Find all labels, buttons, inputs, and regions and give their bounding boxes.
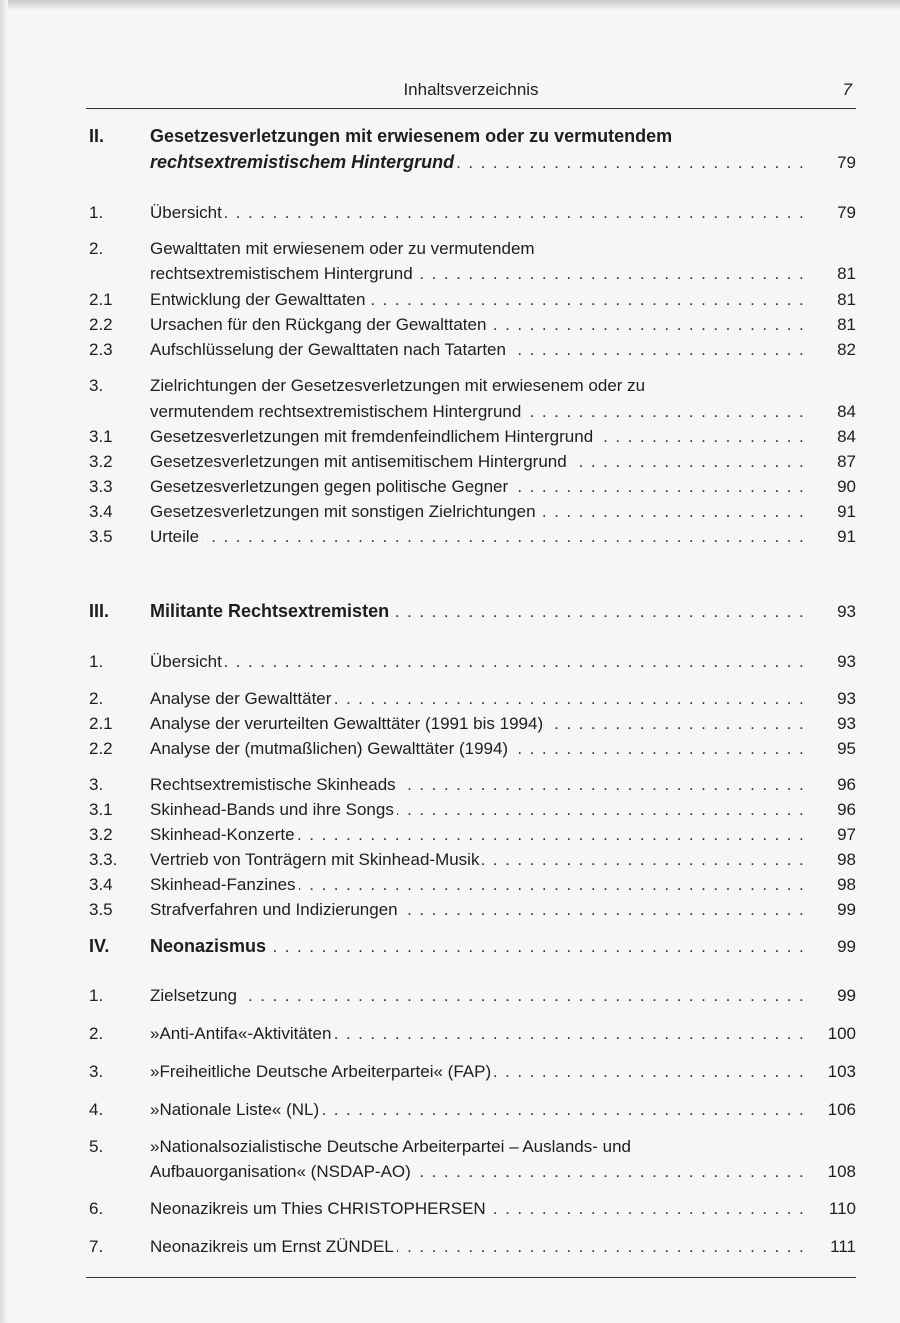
toc-page: 106 (827, 1100, 856, 1119)
toc-title-leader (150, 847, 806, 872)
toc-number: 1. (89, 203, 104, 222)
toc-page: 96 (837, 775, 856, 794)
toc-number: 3.5 (89, 900, 113, 919)
toc-number: 3. (89, 775, 104, 794)
toc-number: 7. (89, 1237, 104, 1256)
toc-number: 3.2 (89, 452, 113, 471)
toc-page: 97 (837, 825, 856, 844)
toc-number: 4. (89, 1100, 104, 1119)
toc-page: 91 (837, 502, 856, 521)
toc-title-leader (150, 1196, 806, 1221)
toc-title-leader (150, 312, 806, 337)
toc-page: 99 (837, 900, 856, 919)
toc-number: 3.3 (89, 477, 113, 496)
footer-rule (86, 1277, 856, 1278)
toc-title-leader (150, 797, 806, 822)
toc-page: 79 (837, 203, 856, 222)
toc-number: 3.5 (89, 527, 113, 546)
toc-title: Urteile (150, 527, 202, 546)
toc-title: Skinhead-Fanzines (150, 875, 299, 894)
toc-title: vermutendem rechtsextremistischem Hintergrund (150, 402, 524, 421)
toc-title: Rechtsextremistische Skinheads (150, 775, 399, 794)
toc-page: 95 (837, 739, 856, 758)
toc-title-leader (150, 1097, 806, 1122)
toc-title-leader (150, 736, 806, 761)
toc-title-leader (150, 983, 806, 1008)
toc-page: 81 (837, 290, 856, 309)
toc-title-leader (150, 1021, 806, 1046)
toc-title: rechtsextremistischem Hintergrund (150, 264, 416, 283)
toc-title: Vertrieb von Tonträgern mit Skinhead-Musik (150, 850, 482, 869)
toc-page: 81 (837, 264, 856, 283)
toc-title-leader (150, 337, 806, 362)
toc-number: 3. (89, 1062, 104, 1081)
toc-title-leader (150, 599, 806, 624)
toc-number: II. (89, 126, 105, 146)
toc-title: Ursachen für den Rückgang der Gewalttaten (150, 315, 489, 334)
toc-title-line: »Nationalsozialistische Deutsche Arbeiterpartei – Auslands- und (150, 1137, 631, 1156)
toc-title: Skinhead-Konzerte (150, 825, 298, 844)
toc-page: 81 (837, 315, 856, 334)
toc-page: 82 (837, 340, 856, 359)
toc-title-leader (150, 686, 806, 711)
toc-title: Gesetzesverletzungen gegen politische Gegner (150, 477, 511, 496)
toc-title-leader (150, 399, 806, 424)
toc-number: 2. (89, 689, 104, 708)
toc-number: III. (89, 601, 110, 621)
toc-title-leader (150, 1234, 806, 1259)
toc-number: 5. (89, 1137, 104, 1156)
toc-title: Neonazikreis um Ernst ZÜNDEL (150, 1237, 397, 1256)
running-header (86, 78, 856, 109)
toc-title-leader (150, 287, 806, 312)
toc-number: 2.3 (89, 340, 113, 359)
header-page-number: 7 (842, 80, 852, 99)
toc-title-leader (150, 424, 806, 449)
toc-number: 2.1 (89, 290, 113, 309)
toc-title-line: Zielrichtungen der Gesetzesverletzungen mit erwiesenem oder zu (150, 376, 646, 395)
toc-title: Gesetzesverletzungen mit fremdenfeindlichem Hintergrund (150, 427, 596, 446)
toc-page: 98 (837, 875, 856, 894)
toc-title: »Nationale Liste« (NL) (150, 1100, 322, 1119)
toc-title-leader (150, 1059, 806, 1084)
toc-number: 3.1 (89, 800, 113, 819)
toc-number: 1. (89, 652, 104, 671)
toc-page: 90 (837, 477, 856, 496)
toc-number: 2.2 (89, 315, 113, 334)
toc-title: Gesetzesverletzungen mit sonstigen Zielrichtungen (150, 502, 539, 521)
toc-title-leader (150, 934, 806, 959)
toc-number: 3.2 (89, 825, 113, 844)
toc-title-leader (150, 711, 806, 736)
toc-number: 2. (89, 239, 104, 258)
toc-page: 111 (830, 1237, 856, 1256)
toc-title: Übersicht (150, 652, 225, 671)
toc-title: Militante Rechtsextremisten (150, 601, 392, 621)
toc-number: 2.2 (89, 739, 113, 758)
toc-title: Gesetzesverletzungen mit antisemitischem Hintergrund (150, 452, 570, 471)
toc-title-leader (150, 649, 806, 674)
toc-title-leader (150, 474, 806, 499)
toc-page: 93 (837, 689, 856, 708)
toc-page: 98 (837, 850, 856, 869)
toc-page: 93 (837, 602, 856, 621)
toc-title-leader (150, 499, 806, 524)
toc-title-leader (150, 261, 806, 286)
toc-page: 93 (837, 714, 856, 733)
toc-title: Entwicklung der Gewalttaten (150, 290, 368, 309)
toc-number: 2.1 (89, 714, 113, 733)
toc-number: 3.4 (89, 875, 113, 894)
toc-page: 84 (837, 427, 856, 446)
toc-title-leader (150, 200, 806, 225)
toc-number: 6. (89, 1199, 104, 1218)
toc-page: 79 (837, 153, 856, 172)
toc-title: Aufbauorganisation« (NSDAP-AO) (150, 1162, 414, 1181)
toc-title: Analyse der verurteilten Gewalttäter (1991 bis 1994) (150, 714, 546, 733)
toc-title-line: Gesetzesverletzungen mit erwiesenem oder zu vermutendem (150, 126, 673, 146)
toc-page: 108 (827, 1162, 856, 1181)
toc-number: IV. (89, 936, 110, 956)
toc-title: Analyse der Gewalttäter (150, 689, 334, 708)
toc-page: 99 (837, 937, 856, 956)
toc-title-leader (150, 872, 806, 897)
toc-title: rechtsextremistischem Hintergrund (150, 152, 457, 172)
toc-title: »Freiheitliche Deutsche Arbeiterpartei« (FAP) (150, 1062, 494, 1081)
toc-title-line: Gewalttaten mit erwiesenem oder zu vermutendem (150, 239, 535, 258)
header-title: Inhaltsverzeichnis (403, 80, 539, 99)
toc-title: Neonazismus (150, 936, 269, 956)
toc-title-leader (150, 1159, 806, 1184)
toc-page: 84 (837, 402, 856, 421)
toc-number: 2. (89, 1024, 104, 1043)
toc-page: 100 (827, 1024, 856, 1043)
toc-title-leader (150, 772, 806, 797)
toc-number: 1. (89, 986, 104, 1005)
toc-number: 3.1 (89, 427, 113, 446)
toc-title: Skinhead-Bands und ihre Songs (150, 800, 397, 819)
toc-page: 99 (837, 986, 856, 1005)
toc-title: Strafverfahren und Indizierungen (150, 900, 401, 919)
toc-title-leader (150, 897, 806, 922)
toc-title-leader (150, 822, 806, 847)
toc-title: Übersicht (150, 203, 225, 222)
toc-title-leader (150, 150, 806, 175)
toc-number: 3. (89, 376, 104, 395)
toc-title-leader (150, 449, 806, 474)
toc-title: Zielsetzung (150, 986, 240, 1005)
toc-title: Aufschlüsselung der Gewalttaten nach Tatarten (150, 340, 509, 359)
toc-title: Neonazikreis um Thies CHRISTOPHERSEN (150, 1199, 489, 1218)
toc-number: 3.4 (89, 502, 113, 521)
toc-number: 3.3. (89, 850, 118, 869)
toc-page: 91 (837, 527, 856, 546)
scan-shadow-left (0, 0, 8, 1323)
toc-title: »Anti-Antifa«-Aktivitäten (150, 1024, 334, 1043)
toc-page: 93 (837, 652, 856, 671)
document-page (86, 0, 856, 1323)
toc-page: 96 (837, 800, 856, 819)
toc-page: 103 (827, 1062, 856, 1081)
toc-page: 110 (828, 1199, 856, 1218)
toc-title-leader (150, 524, 806, 549)
toc-page: 87 (837, 452, 856, 471)
toc-title: Analyse der (mutmaßlichen) Gewalttäter (1994) (150, 739, 511, 758)
